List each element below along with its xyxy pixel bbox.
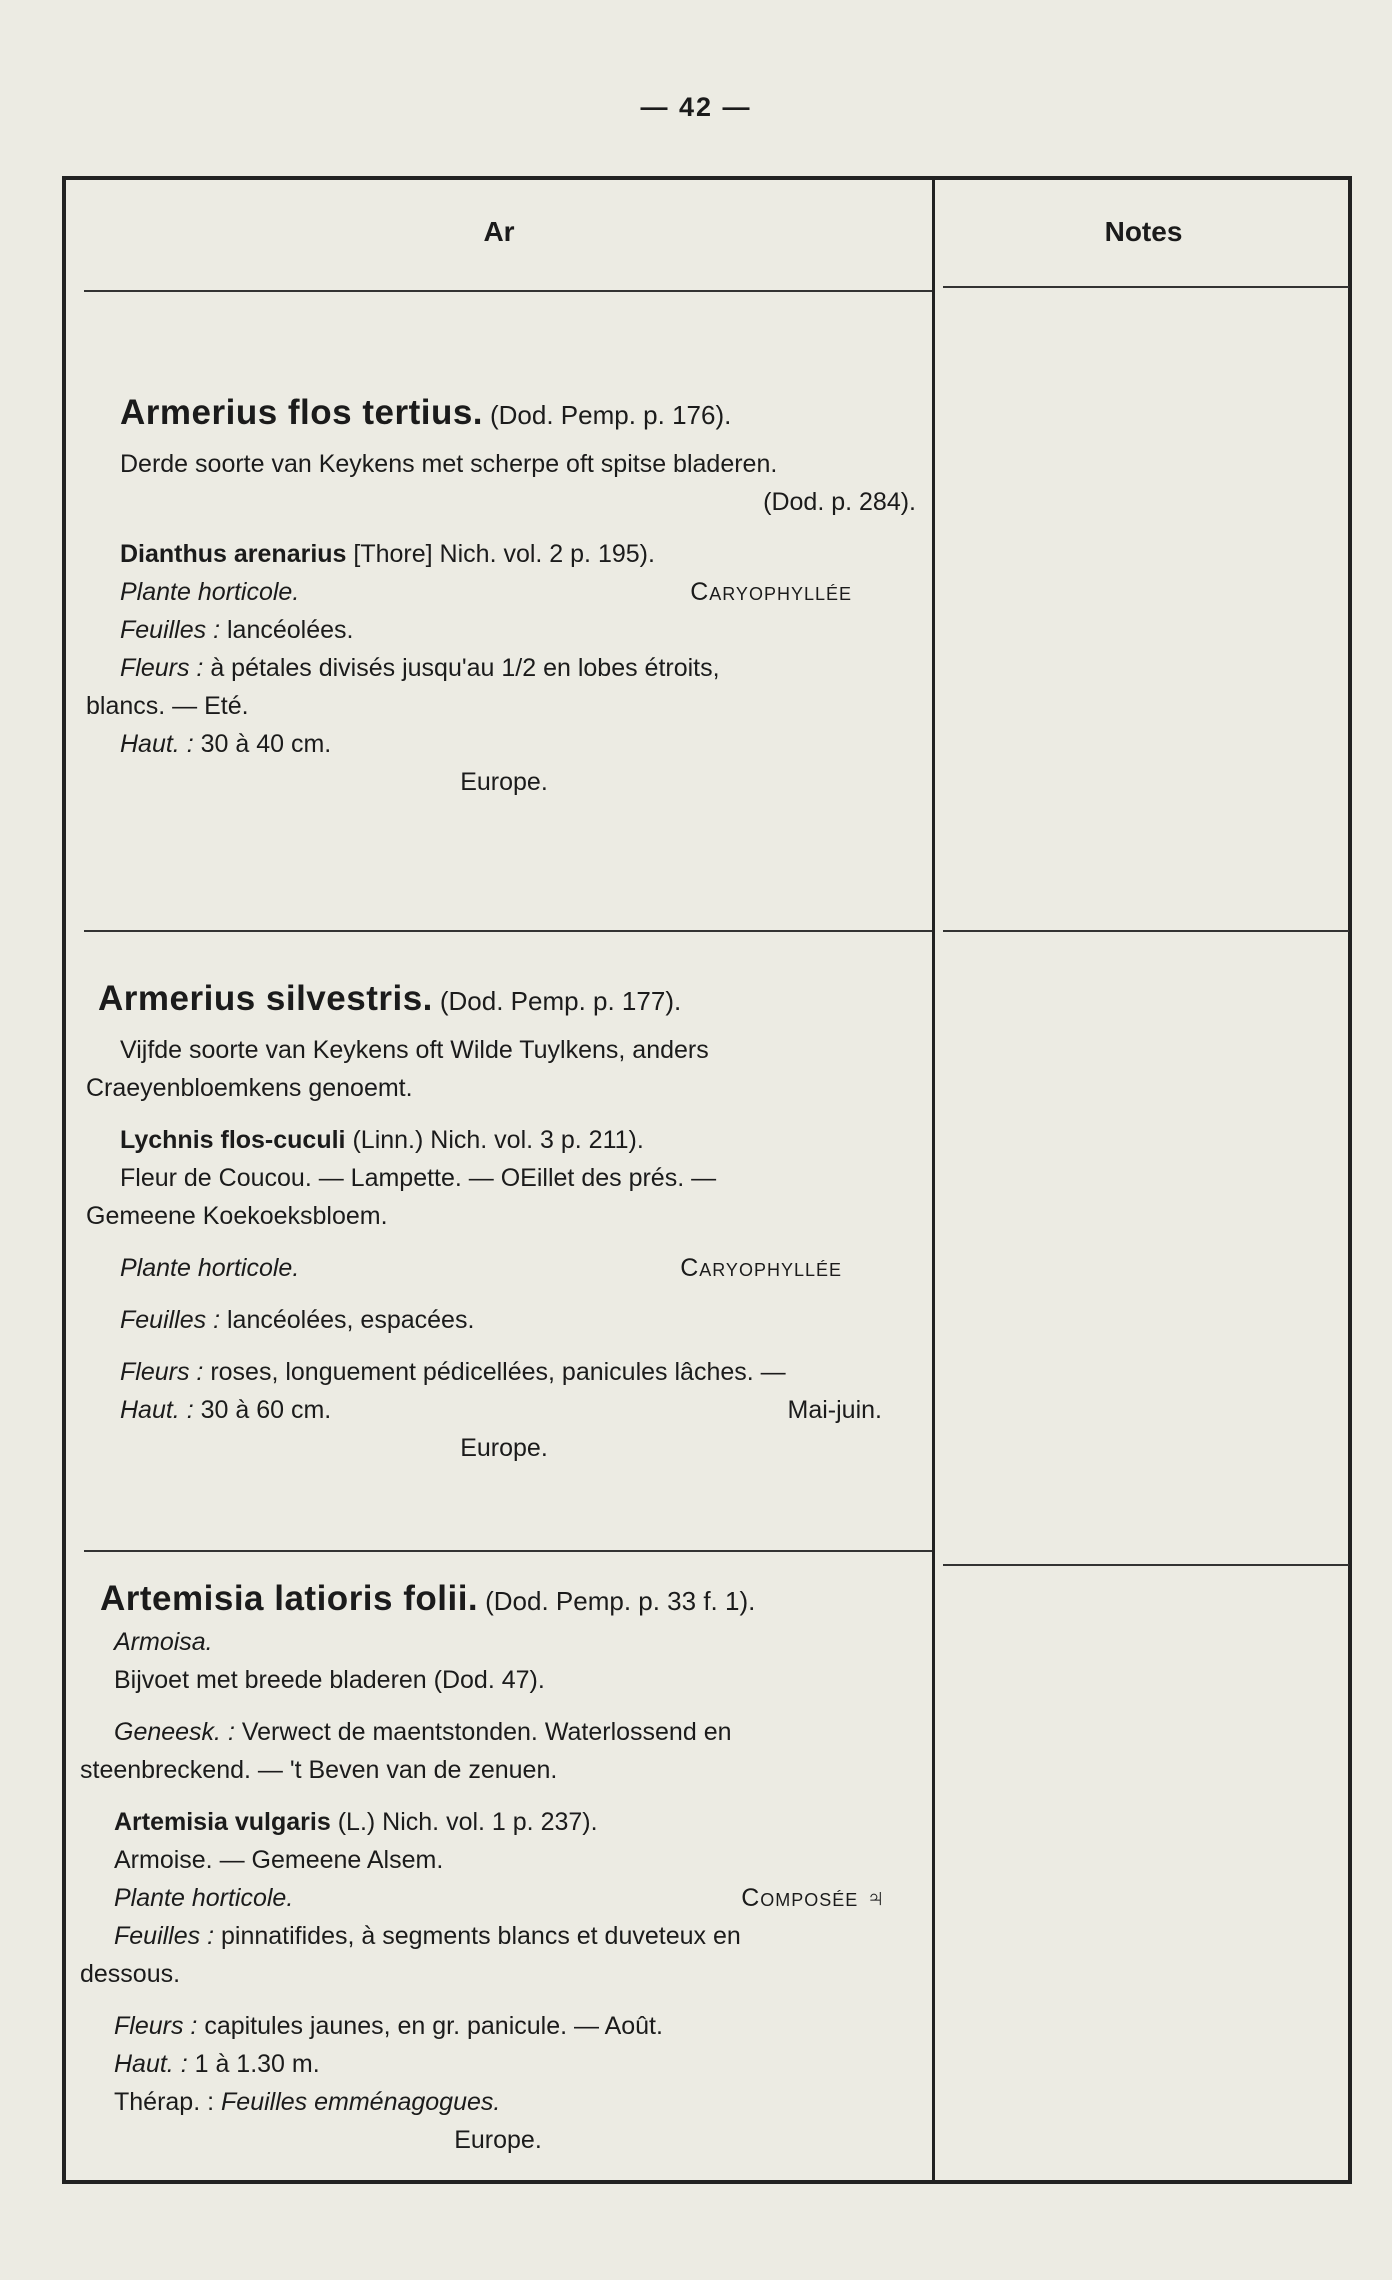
haut-label: Haut. : bbox=[120, 730, 194, 758]
feuilles-line bbox=[86, 611, 922, 649]
header-rule-left bbox=[84, 290, 932, 292]
therap-label: Thérap. : bbox=[114, 2088, 215, 2116]
entry-title: Armerius flos tertius. bbox=[120, 393, 484, 432]
feuilles-value: lancéolées. bbox=[227, 616, 354, 644]
species-name: Lychnis flos-cuculi bbox=[120, 1126, 346, 1154]
season: Mai-juin. bbox=[787, 1396, 882, 1424]
therap-value: Feuilles emménagogues. bbox=[221, 2088, 501, 2116]
feuilles-label: Feuilles : bbox=[120, 1306, 221, 1334]
region: Europe. bbox=[460, 768, 548, 796]
column-divider bbox=[932, 180, 935, 2180]
entry-armerius-flos-tertius bbox=[86, 394, 922, 801]
common-names-continuation: Gemeene Koekoeksbloem. bbox=[86, 1202, 388, 1230]
fleurs-value: roses, longuement pédicellées, panicules lâches. — bbox=[210, 1358, 786, 1386]
common-names: Armoise. — Gemeene Alsem. bbox=[114, 1846, 444, 1874]
fleurs-line bbox=[80, 2007, 916, 2045]
entry-separator-right bbox=[943, 1564, 1349, 1566]
dutch-continuation: Craeyenbloemkens genoemt. bbox=[86, 1074, 413, 1102]
geneesk-line bbox=[80, 1713, 916, 1751]
haut-value: 1 à 1.30 m. bbox=[194, 2050, 320, 2078]
haut-label: Haut. : bbox=[114, 2050, 188, 2078]
plante-label: Plante horticole. bbox=[120, 578, 300, 606]
page-number: — 42 — bbox=[640, 92, 752, 122]
plante-label: Plante horticole. bbox=[120, 1254, 300, 1282]
region: Europe. bbox=[460, 1434, 548, 1462]
species-name: Artemisia vulgaris bbox=[114, 1808, 331, 1836]
haut-line bbox=[80, 2045, 916, 2083]
geneesk-value: Verwect de maentstonden. Waterlossend en bbox=[241, 1718, 732, 1746]
fleurs-label: Fleurs : bbox=[114, 2012, 198, 2040]
haut-value: 30 à 40 cm. bbox=[200, 730, 332, 758]
geneesk-label: Geneesk. : bbox=[114, 1718, 235, 1746]
latin-name: Armoisa. bbox=[114, 1628, 213, 1656]
species-ref: (L.) Nich. vol. 1 p. 237). bbox=[337, 1808, 598, 1836]
species-ref: [Thore] Nich. vol. 2 p. 195). bbox=[353, 540, 655, 568]
haut-value: 30 à 60 cm. bbox=[200, 1396, 332, 1424]
fleurs-line bbox=[86, 649, 922, 687]
entry-separator-left bbox=[84, 1550, 932, 1552]
entry-title-ref: (Dod. Pemp. p. 177). bbox=[439, 986, 682, 1016]
species-name: Dianthus arenarius bbox=[120, 540, 347, 568]
column-header-notes: Notes bbox=[1104, 216, 1183, 247]
feuilles-value: pinnatifides, à segments blancs et duveteux en bbox=[221, 1922, 741, 1950]
entry-title-ref: (Dod. Pemp. p. 176). bbox=[490, 400, 732, 430]
entry-title-line bbox=[80, 1580, 916, 1621]
entry-separator-right bbox=[943, 930, 1349, 932]
fleurs-value: à pétales divisés jusqu'au 1/2 en lobes étroits, bbox=[210, 654, 720, 682]
table-frame bbox=[62, 176, 1352, 2184]
feuilles-label: Feuilles : bbox=[114, 1922, 215, 1950]
plante-line bbox=[86, 573, 922, 611]
haut-line bbox=[86, 1391, 922, 1429]
family-label: Caryophyllée bbox=[690, 578, 852, 606]
haut-line bbox=[86, 725, 922, 763]
species-line bbox=[86, 1121, 922, 1159]
fleurs-label: Fleurs : bbox=[120, 654, 204, 682]
fleurs-continuation: blancs. — Eté. bbox=[86, 692, 249, 720]
species-line bbox=[86, 535, 922, 573]
entry-armerius-silvestris bbox=[86, 980, 922, 1467]
dutch-description: Derde soorte van Keykens met scherpe oft spitse bladeren. bbox=[120, 450, 778, 478]
fleurs-value: capitules jaunes, en gr. panicule. — Août. bbox=[204, 2012, 663, 2040]
feuilles-label: Feuilles : bbox=[120, 616, 221, 644]
dutch-ref: (Dod. p. 284). bbox=[763, 488, 916, 516]
entry-title-line bbox=[86, 394, 922, 435]
entry-title: Armerius silvestris. bbox=[98, 979, 433, 1018]
header-rule-right bbox=[943, 286, 1349, 288]
column-header-ar: Ar bbox=[483, 216, 515, 247]
feuilles-value: lancéolées, espacées. bbox=[227, 1306, 475, 1334]
common-names: Fleur de Coucou. — Lampette. — OEillet des prés. — bbox=[120, 1164, 717, 1192]
plante-line bbox=[86, 1249, 922, 1287]
species-line bbox=[80, 1803, 916, 1841]
feuilles-line bbox=[80, 1917, 916, 1955]
geneesk-continuation: steenbreckend. — 't Beven van de zenuen. bbox=[80, 1756, 558, 1784]
plante-label: Plante horticole. bbox=[114, 1884, 294, 1912]
entry-title-ref: (Dod. Pemp. p. 33 f. 1). bbox=[485, 1586, 756, 1616]
entry-title: Artemisia latioris folii. bbox=[100, 1579, 479, 1618]
feuilles-continuation: dessous. bbox=[80, 1960, 181, 1988]
entry-artemisia-latioris-folii bbox=[80, 1580, 916, 2159]
entry-title-line bbox=[86, 980, 922, 1021]
region: Europe. bbox=[454, 2126, 542, 2154]
plante-line bbox=[80, 1879, 916, 1917]
family-label: Caryophyllée bbox=[680, 1254, 842, 1282]
dutch-description: Bijvoet met breede bladeren (Dod. 47). bbox=[114, 1666, 545, 1694]
entry-separator-left bbox=[84, 930, 932, 932]
species-ref: (Linn.) Nich. vol. 3 p. 211). bbox=[352, 1126, 644, 1154]
fleurs-label: Fleurs : bbox=[120, 1358, 204, 1386]
haut-label: Haut. : bbox=[120, 1396, 194, 1424]
feuilles-line bbox=[86, 1301, 922, 1339]
therap-line bbox=[80, 2083, 916, 2121]
family-label: Composée ♃ bbox=[741, 1884, 886, 1912]
dutch-description: Vijfde soorte van Keykens oft Wilde Tuylkens, anders bbox=[120, 1036, 709, 1064]
fleurs-line bbox=[86, 1353, 922, 1391]
